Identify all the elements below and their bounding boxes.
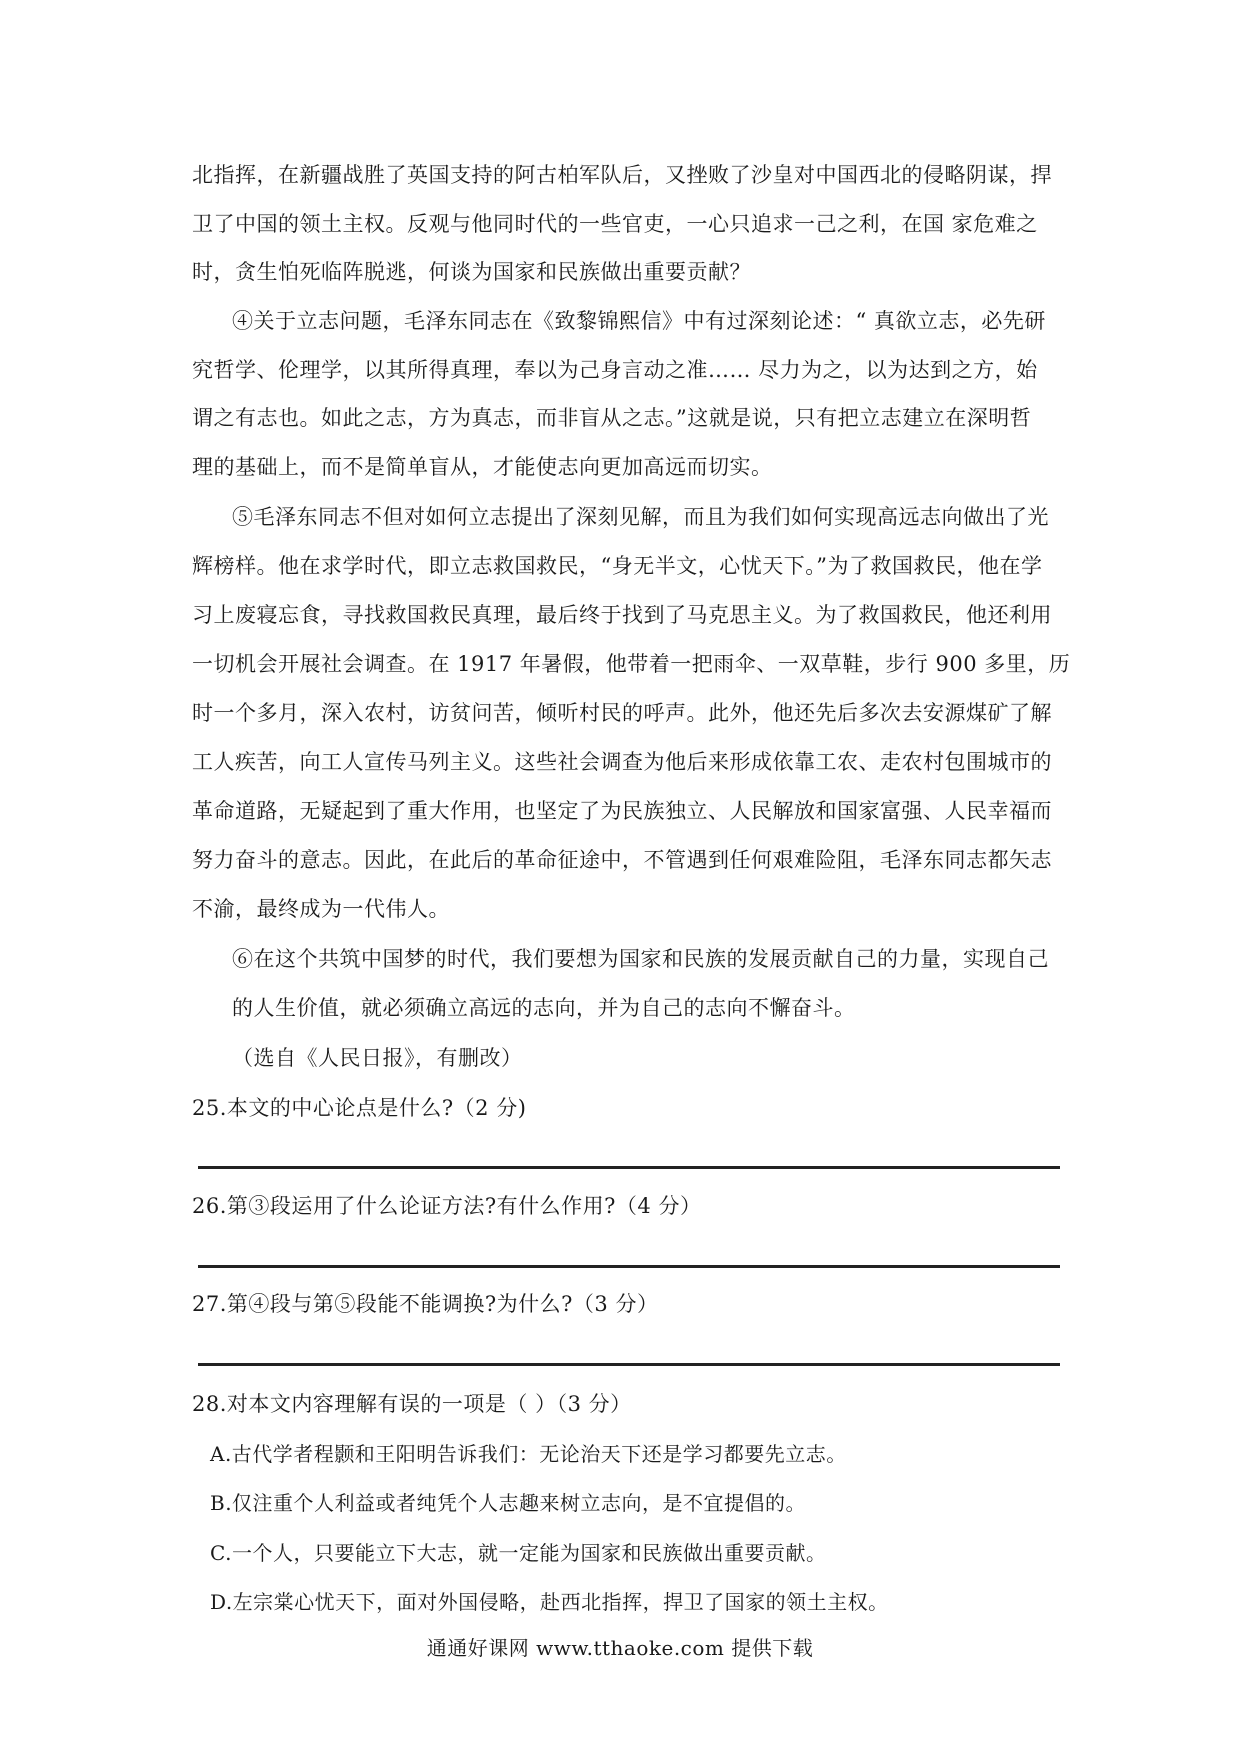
answer-line-27[interactable]	[198, 1363, 1060, 1366]
paragraph-5-line-2: 辉榜样。他在求学时代，即立志救国救民，“身无半文，心忧天下。”为了救国救民，他在学	[192, 554, 1043, 578]
paragraph-5-line-3: 习上废寝忘食，寻找救国救民真理，最后终于找到了马克思主义。为了救国救民，他还利用	[192, 603, 1052, 627]
paragraph-5-line-5: 时一个多月，深入农村，访贫问苦，倾听村民的呼声。此外，他还先后多次去安源煤矿了解	[192, 701, 1052, 725]
paragraph-4-line-1: ④关于立志问题，毛泽东同志在《致黎锦熙信》中有过深刻论述：“ 真欲立志，必先研	[232, 309, 1046, 333]
paragraph-5-line-6: 工人疾苦，向工人宣传马列主义。这些社会调查为他后来形成依靠工农、走农村包围城市的	[192, 750, 1052, 774]
paragraph-3-line-3: 时，贪生怕死临阵脱逃，何谈为国家和民族做出重要贡献？	[192, 260, 751, 284]
option-b: B.仅注重个人利益或者纯凭个人志趣来树立志向，是不宜提倡的。	[210, 1491, 807, 1515]
paragraph-3-line-2: 卫了中国的领土主权。反观与他同时代的一些官吏，一心只追求一己之利，在国 家危难之	[192, 212, 1038, 236]
paragraph-5-line-7: 革命道路，无疑起到了重大作用，也坚定了为民族独立、人民解放和国家富强、人民幸福而	[192, 799, 1052, 823]
source-note: （选自《人民日报》，有删改）	[232, 1046, 523, 1070]
question-27: 27.第④段与第⑤段能不能调换?为什么?（3 分）	[192, 1292, 659, 1316]
paragraph-6-line-1: ⑥在这个共筑中国梦的时代，我们要想为国家和民族的发展贡献自己的力量，实现自己	[232, 947, 1049, 971]
paragraph-5-line-1: ⑤毛泽东同志不但对如何立志提出了深刻见解，而且为我们如何实现高远志向做出了光	[232, 505, 1049, 529]
paragraph-5-line-8: 努力奋斗的意志。因此，在此后的革命征途中，不管遇到任何艰难险阻，毛泽东同志都矢志	[192, 848, 1052, 872]
paragraph-4-line-4: 理的基础上，而不是简单盲从，才能使志向更加高远而切实。	[192, 455, 773, 479]
answer-line-25[interactable]	[198, 1166, 1060, 1169]
paragraph-5-line-9: 不渝，最终成为一代伟人。	[192, 897, 450, 921]
question-26: 26.第③段运用了什么论证方法?有什么作用?（4 分）	[192, 1194, 702, 1218]
paragraph-6-line-2: 的人生价值，就必须确立高远的志向，并为自己的志向不懈奋斗。	[232, 996, 856, 1020]
question-28: 28.对本文内容理解有误的一项是（ ）（3 分）	[192, 1392, 632, 1416]
option-d: D.左宗棠心忧天下，面对外国侵略，赴西北指挥，捍卫了国家的领土主权。	[210, 1590, 889, 1614]
option-a: A.古代学者程颢和王阳明告诉我们：无论治天下还是学习都要先立志。	[210, 1442, 847, 1466]
option-c: C.一个人，只要能立下大志，就一定能为国家和民族做出重要贡献。	[210, 1541, 827, 1565]
paragraph-5-line-4: 一切机会开展社会调查。在 1917 年暑假，他带着一把雨伞、一双草鞋，步行 900 多里，历	[192, 652, 1071, 676]
paragraph-3-line-1: 北指挥，在新疆战胜了英国支持的阿古柏军队后，又挫败了沙皇对中国西北的侵略阴谋，捍	[192, 163, 1052, 187]
question-25: 25.本文的中心论点是什么?（2 分)	[192, 1096, 527, 1120]
page-footer: 通通好课网 www.tthaoke.com 提供下载	[426, 1636, 814, 1660]
paragraph-4-line-2: 究哲学、伦理学，以其所得真理，奉以为己身言动之准…… 尽力为之，以为达到之方，始	[192, 358, 1038, 382]
paragraph-4-line-3: 谓之有志也。如此之志，方为真志，而非盲从之志。”这就是说，只有把立志建立在深明哲	[192, 406, 1032, 430]
answer-line-26[interactable]	[198, 1265, 1060, 1268]
